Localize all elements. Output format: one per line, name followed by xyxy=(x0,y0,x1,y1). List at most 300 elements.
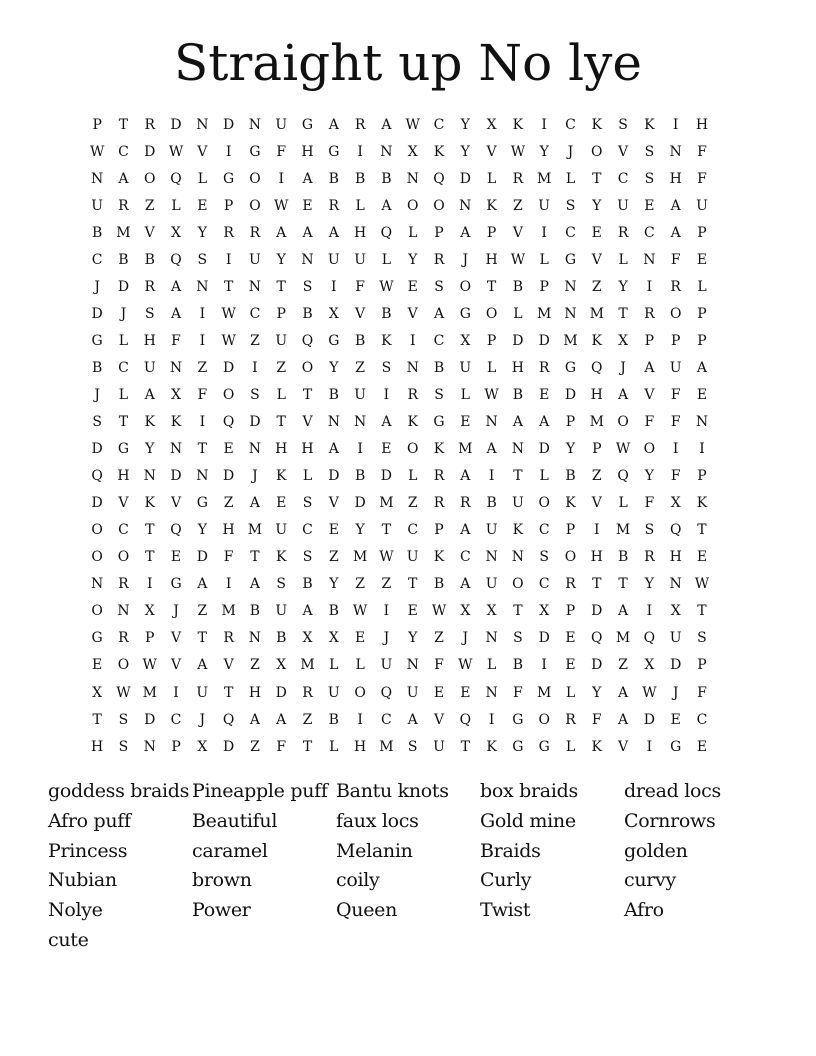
grid-letter: B xyxy=(512,386,524,403)
grid-letter: O xyxy=(512,576,524,593)
grid-letter: G xyxy=(328,332,340,349)
grid-letter: X xyxy=(460,603,471,620)
grid-letter: X xyxy=(670,495,681,512)
grid-letter: I xyxy=(646,278,653,295)
grid-letter: I xyxy=(199,305,206,322)
grid-letter: L xyxy=(486,359,497,376)
grid-letter: D xyxy=(512,332,524,349)
grid-letter: I xyxy=(383,603,390,620)
grid-letter: W xyxy=(405,116,420,133)
grid-letter: E xyxy=(381,441,392,458)
grid-letter: F xyxy=(697,143,707,160)
grid-letter: H xyxy=(590,549,603,566)
grid-letter: O xyxy=(222,386,235,403)
grid-letter: E xyxy=(696,251,708,268)
grid-letter: E xyxy=(565,630,576,647)
grid-letter: S xyxy=(302,495,313,512)
grid-letter: C xyxy=(118,143,129,160)
grid-letter: L xyxy=(697,278,707,295)
grid-letter: T xyxy=(408,576,418,593)
grid-letter: Y xyxy=(592,197,602,214)
grid-letter: D xyxy=(275,684,287,701)
word-list-item: Afro xyxy=(624,899,664,922)
grid-letter: X xyxy=(407,143,418,160)
grid-letter: V xyxy=(170,657,182,674)
grid-letter: H xyxy=(485,251,498,268)
grid-letter: U xyxy=(380,657,393,674)
grid-letter: O xyxy=(617,414,629,431)
grid-letter: W xyxy=(274,197,289,214)
grid-letter: V xyxy=(618,738,629,755)
grid-letter: L xyxy=(408,468,418,485)
grid-letter: J xyxy=(462,251,469,268)
grid-letter: Y xyxy=(644,468,654,485)
grid-letter: V xyxy=(618,143,629,160)
grid-letter: P xyxy=(565,414,576,431)
grid-letter: X xyxy=(539,603,550,620)
grid-letter: Y xyxy=(329,359,339,376)
grid-letter: Q xyxy=(380,684,393,701)
grid-letter: N xyxy=(353,414,367,431)
grid-letter: G xyxy=(249,143,261,160)
grid-letter: N xyxy=(511,441,525,458)
grid-letter: T xyxy=(592,170,602,187)
grid-letter: H xyxy=(354,224,367,241)
grid-letter: P xyxy=(223,197,234,214)
grid-letter: N xyxy=(196,116,209,133)
word-list-item: Pineapple puff xyxy=(192,780,328,802)
grid-letter: K xyxy=(407,414,418,431)
grid-letter: Z xyxy=(591,468,602,485)
grid-letter: S xyxy=(644,143,655,160)
grid-letter: E xyxy=(197,197,208,214)
grid-letter: X xyxy=(197,738,208,755)
grid-letter: A xyxy=(302,603,313,620)
grid-letter: K xyxy=(591,116,603,133)
grid-letter: N xyxy=(143,738,156,755)
grid-letter: U xyxy=(275,603,288,620)
grid-letter: V xyxy=(355,305,366,322)
grid-letter: U xyxy=(354,386,367,403)
grid-letter: R xyxy=(565,576,576,593)
grid-letter: A xyxy=(144,386,155,403)
grid-letter: B xyxy=(328,711,339,728)
grid-letter: I xyxy=(252,359,258,376)
grid-letter: E xyxy=(670,711,681,728)
grid-letter: D xyxy=(170,116,182,133)
grid-letter: A xyxy=(486,441,497,458)
grid-letter: G xyxy=(459,305,471,322)
grid-letter: N xyxy=(643,251,656,268)
grid-letter: U xyxy=(617,197,629,214)
grid-letter: D xyxy=(117,278,130,295)
grid-letter: B xyxy=(617,549,629,566)
grid-letter: L xyxy=(355,197,365,214)
grid-letter: O xyxy=(301,359,314,376)
grid-letter: U xyxy=(327,684,340,701)
grid-letter: T xyxy=(697,522,707,539)
grid-letter: A xyxy=(644,359,655,376)
grid-letter: S xyxy=(618,116,628,133)
grid-letter: U xyxy=(143,359,156,376)
grid-letter: M xyxy=(300,657,315,674)
grid-letter: V xyxy=(644,386,655,403)
grid-letter: T xyxy=(145,522,155,539)
grid-letter: T xyxy=(697,603,707,620)
grid-letter: W xyxy=(89,143,105,160)
grid-letter: M xyxy=(615,522,631,539)
grid-letter: Q xyxy=(617,468,629,485)
grid-letter: S xyxy=(250,386,260,403)
grid-letter: V xyxy=(328,495,339,512)
grid-letter: A xyxy=(460,522,471,539)
grid-letter: X xyxy=(618,332,629,349)
grid-letter: R xyxy=(617,224,629,241)
grid-letter: J xyxy=(94,278,100,295)
grid-letter: Z xyxy=(250,738,260,755)
grid-letter: I xyxy=(225,251,232,268)
grid-letter: O xyxy=(538,495,550,512)
grid-letter: I xyxy=(199,414,206,431)
grid-letter: F xyxy=(670,251,681,268)
grid-letter: T xyxy=(302,386,313,403)
grid-letter: I xyxy=(331,278,337,295)
grid-letter: W xyxy=(379,278,394,295)
grid-letter: U xyxy=(696,197,708,214)
grid-letter: S xyxy=(434,386,444,403)
grid-letter: M xyxy=(563,332,578,349)
grid-letter: D xyxy=(223,468,235,485)
grid-letter: Z xyxy=(197,603,208,620)
grid-letter: T xyxy=(92,711,102,728)
grid-letter: B xyxy=(433,576,445,593)
grid-letter: P xyxy=(565,522,576,539)
grid-letter: N xyxy=(248,116,262,133)
grid-letter: F xyxy=(644,414,655,431)
grid-letter: Z xyxy=(591,278,602,295)
grid-letter: T xyxy=(460,738,470,755)
grid-letter: E xyxy=(460,414,471,431)
grid-letter: T xyxy=(381,522,392,539)
grid-letter: T xyxy=(513,603,523,620)
grid-letter: A xyxy=(460,224,471,241)
grid-letter: V xyxy=(512,224,523,241)
grid-letter: S xyxy=(381,359,392,376)
grid-letter: A xyxy=(328,224,339,241)
grid-letter: U xyxy=(485,576,498,593)
grid-letter: G xyxy=(564,359,577,376)
grid-letter: D xyxy=(328,468,340,485)
grid-letter: N xyxy=(406,359,419,376)
grid-letter: N xyxy=(327,414,340,431)
grid-letter: Q xyxy=(459,711,472,728)
grid-letter: P xyxy=(539,278,549,295)
grid-letter: V xyxy=(170,630,182,647)
grid-letter: L xyxy=(618,495,628,512)
grid-letter: N xyxy=(117,603,130,620)
grid-letter: M xyxy=(116,224,131,241)
grid-letter: H xyxy=(143,332,156,349)
grid-letter: V xyxy=(433,711,445,728)
grid-letter: S xyxy=(197,251,208,268)
grid-letter: Y xyxy=(618,278,628,295)
grid-letter: K xyxy=(591,332,603,349)
grid-letter: D xyxy=(170,468,182,485)
grid-letter: L xyxy=(197,170,207,187)
grid-letter: S xyxy=(302,549,313,566)
word-list-item: coily xyxy=(336,869,380,892)
grid-letter: U xyxy=(406,549,419,566)
grid-letter: A xyxy=(328,441,339,458)
grid-letter: M xyxy=(537,684,552,701)
grid-letter: R xyxy=(302,684,313,701)
grid-letter: D xyxy=(91,441,103,458)
grid-letter: F xyxy=(591,711,602,728)
grid-letter: V xyxy=(486,143,497,160)
grid-letter: I xyxy=(278,170,284,187)
grid-letter: D xyxy=(670,657,682,674)
grid-letter: R xyxy=(460,495,471,512)
grid-letter: K xyxy=(696,495,708,512)
grid-letter: T xyxy=(197,441,207,458)
grid-letter: J xyxy=(199,711,206,728)
grid-letter: A xyxy=(618,603,629,620)
grid-letter: F xyxy=(697,170,707,187)
grid-letter: J xyxy=(252,468,258,485)
grid-letter: E xyxy=(407,603,418,620)
grid-letter: D xyxy=(538,630,550,647)
grid-letter: U xyxy=(485,522,498,539)
grid-letter: X xyxy=(171,224,182,241)
grid-letter: P xyxy=(486,224,497,241)
grid-letter: M xyxy=(615,630,631,647)
grid-letter: H xyxy=(354,738,367,755)
grid-letter: L xyxy=(565,170,576,187)
grid-letter: J xyxy=(620,359,626,376)
grid-letter: N xyxy=(143,468,156,485)
grid-letter: R xyxy=(328,197,340,214)
grid-letter: E xyxy=(565,657,576,674)
grid-letter: N xyxy=(511,549,525,566)
grid-letter: L xyxy=(618,251,628,268)
grid-letter: X xyxy=(328,630,339,647)
grid-letter: L xyxy=(486,657,497,674)
grid-letter: E xyxy=(302,197,313,214)
grid-letter: N xyxy=(406,657,419,674)
grid-letter: I xyxy=(672,441,679,458)
word-list-item: faux locs xyxy=(336,809,419,832)
grid-letter: K xyxy=(565,495,576,512)
grid-letter: F xyxy=(276,143,287,160)
grid-letter: N xyxy=(196,468,209,485)
grid-letter: M xyxy=(537,170,552,187)
grid-letter: S xyxy=(434,278,444,295)
grid-letter: O xyxy=(144,170,156,187)
grid-letter: A xyxy=(170,305,182,322)
grid-letter: A xyxy=(276,711,287,728)
grid-letter: N xyxy=(248,278,262,295)
word-list-item: Braids xyxy=(480,839,541,862)
grid-letter: G xyxy=(564,251,577,268)
grid-letter: M xyxy=(458,441,473,458)
grid-letter: S xyxy=(697,630,707,647)
grid-letter: J xyxy=(462,630,469,647)
grid-letter: T xyxy=(118,116,129,133)
grid-letter: F xyxy=(513,684,523,701)
grid-letter: G xyxy=(512,738,524,755)
grid-letter: K xyxy=(275,549,287,566)
grid-letter: R xyxy=(644,549,655,566)
grid-letter: W xyxy=(510,251,526,268)
grid-letter: X xyxy=(92,684,103,701)
grid-letter: O xyxy=(406,197,419,214)
grid-letter: Z xyxy=(355,359,365,376)
grid-letter: Y xyxy=(460,143,470,160)
grid-letter: G xyxy=(223,170,235,187)
grid-letter: N xyxy=(169,359,183,376)
grid-letter: V xyxy=(591,251,602,268)
grid-letter: S xyxy=(92,414,102,431)
grid-letter: M xyxy=(589,305,604,322)
grid-letter: A xyxy=(618,684,629,701)
grid-letter: N xyxy=(669,143,682,160)
grid-letter: Z xyxy=(513,197,523,214)
grid-letter: H xyxy=(669,549,682,566)
word-list-item: curvy xyxy=(624,869,676,892)
grid-letter: V xyxy=(197,143,208,160)
grid-letter: T xyxy=(197,630,207,647)
word-list-item: Power xyxy=(192,899,251,922)
grid-letter: N xyxy=(301,251,314,268)
grid-letter: M xyxy=(247,522,263,539)
grid-letter: G xyxy=(433,414,445,431)
grid-letter: X xyxy=(460,332,471,349)
grid-letter: X xyxy=(486,603,497,620)
grid-letter: W xyxy=(510,143,526,160)
word-list-item: brown xyxy=(192,869,252,892)
grid-letter: C xyxy=(617,170,629,187)
grid-letter: Y xyxy=(644,576,654,593)
grid-letter: D xyxy=(223,359,235,376)
grid-letter: W xyxy=(379,549,394,566)
grid-letter: N xyxy=(406,170,419,187)
grid-letter: N xyxy=(485,414,498,431)
grid-letter: Z xyxy=(302,711,313,728)
grid-letter: S xyxy=(644,522,655,539)
grid-letter: G xyxy=(170,576,182,593)
word-list-item: Curly xyxy=(480,869,532,892)
grid-letter: E xyxy=(696,386,708,403)
grid-letter: X xyxy=(670,603,681,620)
word-list-item: Gold mine xyxy=(480,809,576,832)
grid-letter: O xyxy=(117,549,130,566)
grid-letter: Q xyxy=(222,414,235,431)
grid-letter: A xyxy=(197,576,208,593)
grid-letter: I xyxy=(146,576,153,593)
grid-letter: F xyxy=(670,414,681,431)
grid-letter: N xyxy=(669,576,682,593)
grid-letter: R xyxy=(223,630,234,647)
grid-letter: K xyxy=(170,414,182,431)
grid-letter: L xyxy=(329,738,339,755)
grid-letter: A xyxy=(539,414,550,431)
grid-letter: Q xyxy=(643,630,656,647)
grid-letter: D xyxy=(91,305,103,322)
grid-letter: A xyxy=(460,576,471,593)
grid-letter: A xyxy=(302,224,313,241)
grid-letter: L xyxy=(118,386,129,403)
grid-letter: I xyxy=(541,657,547,674)
grid-letter: H xyxy=(695,116,709,133)
grid-letter: U xyxy=(275,522,288,539)
grid-letter: P xyxy=(434,224,444,241)
grid-letter: Z xyxy=(250,657,260,674)
grid-letter: B xyxy=(144,251,155,268)
grid-letter: L xyxy=(408,224,418,241)
grid-letter: C xyxy=(644,224,655,241)
grid-letter: W xyxy=(458,657,473,674)
grid-letter: D xyxy=(223,738,235,755)
grid-letter: V xyxy=(302,414,313,431)
grid-letter: S xyxy=(118,738,129,755)
grid-letter: A xyxy=(381,414,392,431)
grid-letter: A xyxy=(433,305,445,322)
word-list-item: dread locs xyxy=(624,780,721,802)
grid-letter: G xyxy=(117,441,130,458)
grid-letter: L xyxy=(355,657,365,674)
grid-letter: S xyxy=(565,197,576,214)
grid-letter: R xyxy=(354,116,366,133)
grid-letter: A xyxy=(197,657,208,674)
grid-letter: E xyxy=(223,441,234,458)
grid-letter: W xyxy=(352,603,368,620)
grid-letter: L xyxy=(460,386,470,403)
grid-letter: Y xyxy=(539,143,549,160)
grid-letter: P xyxy=(697,332,707,349)
grid-letter: B xyxy=(354,170,366,187)
grid-letter: E xyxy=(539,386,550,403)
grid-letter: T xyxy=(513,468,523,485)
grid-letter: C xyxy=(170,711,182,728)
grid-letter: Z xyxy=(276,359,287,376)
grid-letter: G xyxy=(91,630,103,647)
grid-letter: B xyxy=(512,657,524,674)
grid-letter: M xyxy=(589,414,604,431)
grid-letter: R xyxy=(538,359,550,376)
grid-letter: W xyxy=(221,332,236,349)
grid-letter: H xyxy=(248,684,262,701)
grid-letter: U xyxy=(275,332,288,349)
word-list-item: Bantu knots xyxy=(336,780,449,802)
grid-letter: K xyxy=(591,738,603,755)
grid-letter: T xyxy=(302,738,313,755)
grid-letter: T xyxy=(250,549,260,566)
grid-letter: X xyxy=(644,657,655,674)
grid-letter: P xyxy=(697,305,707,322)
grid-letter: E xyxy=(328,522,339,539)
grid-letter: O xyxy=(433,197,445,214)
grid-letter: I xyxy=(173,684,179,701)
grid-letter: H xyxy=(301,441,314,458)
grid-letter: H xyxy=(669,170,682,187)
grid-letter: I xyxy=(699,441,705,458)
grid-letter: B xyxy=(302,576,313,593)
grid-letter: T xyxy=(618,576,628,593)
grid-letter: R xyxy=(565,711,576,728)
grid-letter: J xyxy=(173,603,179,620)
grid-letter: Y xyxy=(592,684,602,701)
word-list-item: Cornrows xyxy=(624,809,716,832)
